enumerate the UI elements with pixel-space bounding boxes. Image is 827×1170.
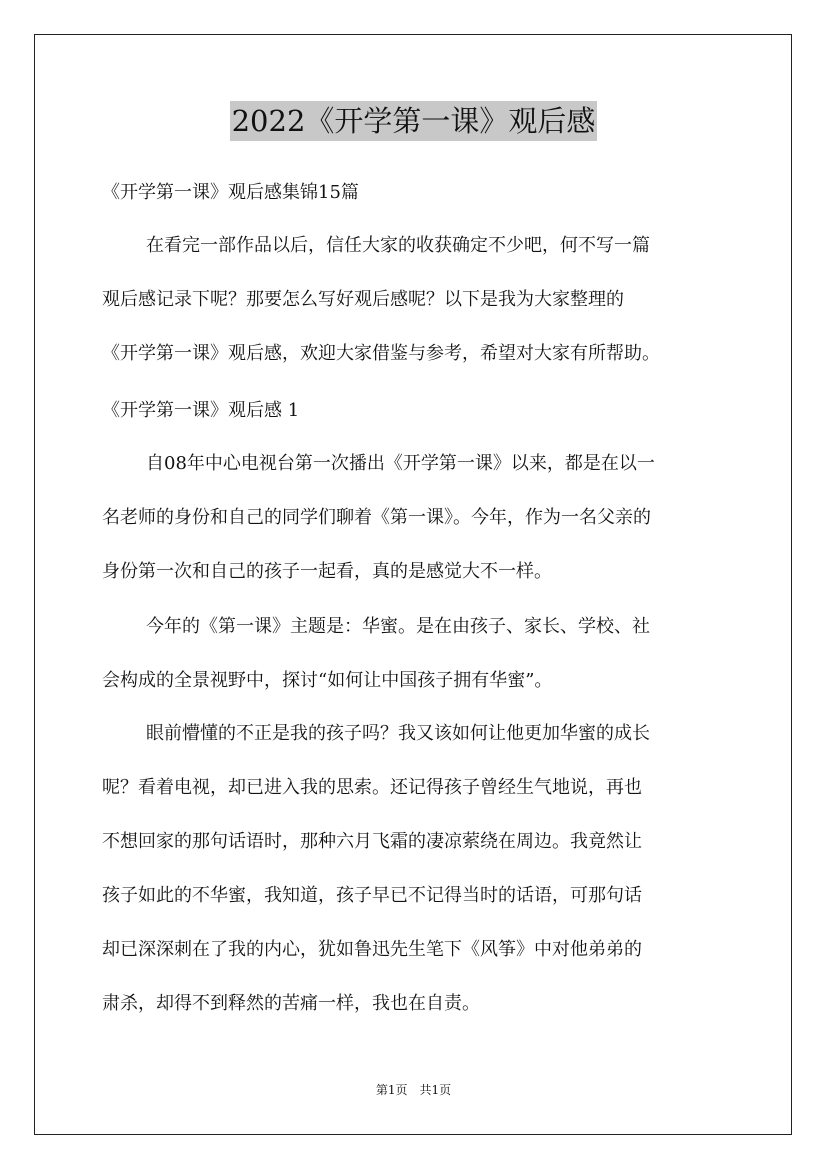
document-title: 2022《开学第一课》观后感 [230, 101, 598, 141]
section-heading: 《开学第一课》观后感 1 [102, 400, 300, 421]
paragraph-3 [102, 707, 742, 1031]
paragraph-line: 却已深深刺在了我的内心，犹如鲁迅先生笔下《风筝》中对他弟弟的 [102, 939, 642, 960]
intro-line: 在看完一部作品以后，信任大家的收获确定不少吧，何不写一篇 [146, 235, 650, 256]
paragraph-line: 肃杀，却得不到释然的苦痛一样，我也在自责。 [102, 993, 480, 1014]
paragraph-line: 身份第一次和自己的孩子一起看，真的是感觉大不一样。 [102, 561, 552, 582]
paragraph-line: 自08年中心电视台第一次播出《开学第一课》以来，都是在以一 [146, 453, 655, 474]
intro-paragraph [102, 219, 742, 381]
paragraph-line: 孩子如此的不华蜜，我知道，孩子早已不记得当时的话语，可那句话 [102, 885, 642, 906]
paragraph-line: 眼前懵懂的不正是我的孩子吗？我又该如何让他更加华蜜的成长 [146, 723, 650, 744]
paragraph-line: 呢？看着电视，却已进入我的思索。还记得孩子曾经生气地说，再也 [102, 777, 642, 798]
paragraph-line: 会构成的全景视野中，探讨“如何让中国孩子拥有华蜜”。 [102, 670, 553, 691]
document-subtitle: 《开学第一课》观后感集锦15篇 [102, 182, 359, 203]
intro-line: 观后感记录下呢？那要怎么写好观后感呢？以下是我为大家整理的 [102, 289, 624, 310]
paragraph-line: 今年的《第一课》主题是：华蜜。是在由孩子、家长、学校、社 [146, 616, 650, 637]
paragraph-1 [102, 437, 742, 599]
title-wrap [0, 101, 827, 141]
paragraph-line: 名老师的身份和自己的同学们聊着《第一课》。今年，作为一名父亲的 [102, 507, 651, 528]
page-footer [0, 1082, 827, 1098]
paragraph-line: 不想回家的那句话语时，那种六月飞霜的凄凉萦绕在周边。我竟然让 [102, 831, 642, 852]
page-number-label: 第1页 共1页 [375, 1083, 452, 1097]
intro-line: 《开学第一课》观后感，欢迎大家借鉴与参考，希望对大家有所帮助。 [102, 343, 660, 364]
paragraph-2 [102, 600, 742, 708]
